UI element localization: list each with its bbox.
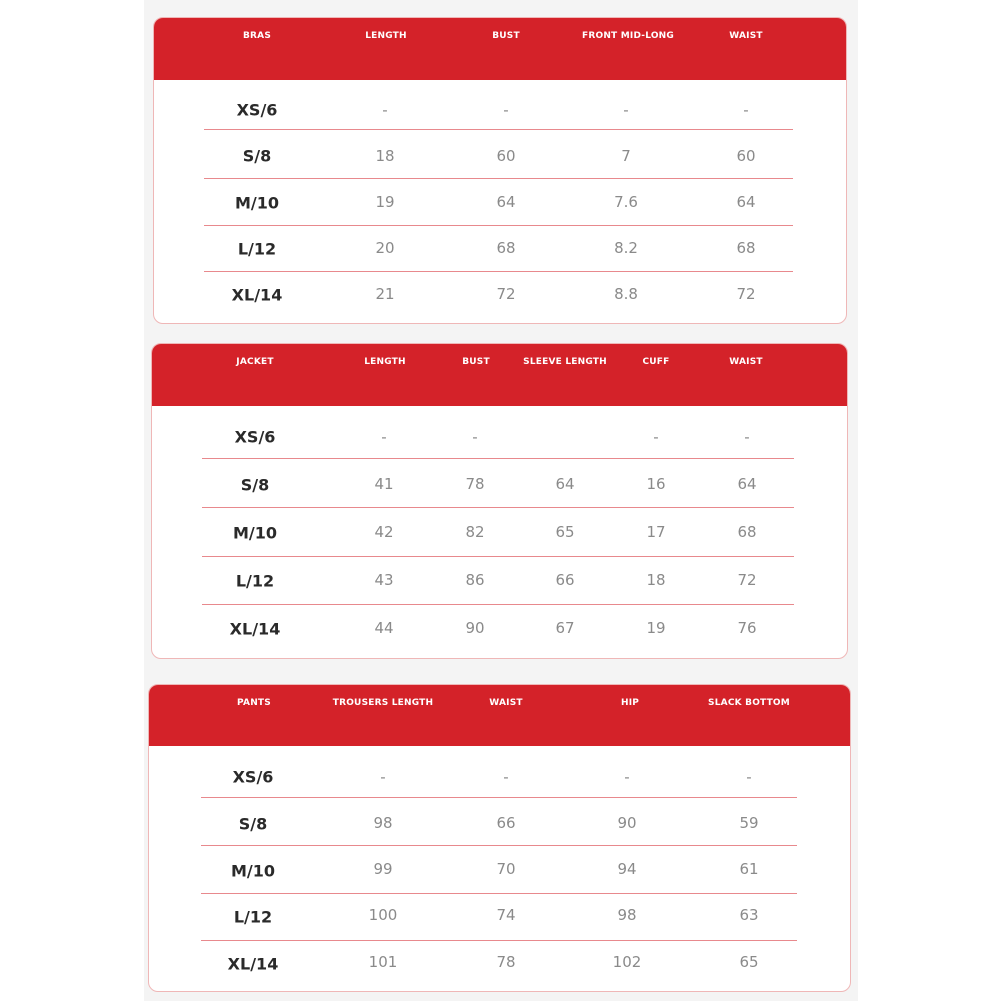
- size-label: M/10: [232, 523, 278, 543]
- bras-size-table: [153, 17, 847, 324]
- table-cell: 67: [555, 619, 575, 637]
- table-cell: 42: [374, 523, 394, 541]
- table-cell: 90: [617, 814, 637, 832]
- row-divider: [204, 271, 793, 272]
- size-label: L/12: [233, 907, 273, 927]
- table-cell: 7.6: [614, 193, 638, 211]
- table-cell: 16: [646, 475, 666, 493]
- table-cell: 60: [736, 147, 756, 165]
- table-cell: -: [382, 101, 388, 119]
- table-cell: 64: [737, 475, 757, 493]
- table-cell: 61: [739, 860, 759, 878]
- table-cell: 8.8: [614, 285, 638, 303]
- size-label: L/12: [237, 239, 277, 259]
- table-cell: 20: [375, 239, 395, 257]
- row-divider: [202, 458, 794, 459]
- header-cell: WAIST: [729, 357, 763, 367]
- size-label: XL/14: [229, 619, 281, 639]
- table-cell: -: [653, 428, 659, 446]
- table-cell: 64: [555, 475, 575, 493]
- row-divider: [201, 893, 797, 894]
- row-divider: [201, 797, 797, 798]
- pants-size-table: [148, 684, 851, 992]
- header-cell: PANTS: [237, 698, 271, 708]
- table-cell: 19: [375, 193, 395, 211]
- size-label: XL/14: [231, 285, 283, 305]
- header-cell: LENGTH: [365, 31, 407, 41]
- table-cell: 8.2: [614, 239, 638, 257]
- table-cell: 59: [739, 814, 759, 832]
- table-cell: 99: [373, 860, 393, 878]
- table-cell: 64: [736, 193, 756, 211]
- table-cell: 70: [496, 860, 516, 878]
- header-cell: WAIST: [489, 698, 523, 708]
- size-label: XL/14: [227, 954, 279, 974]
- table-cell: 78: [496, 953, 516, 971]
- table-cell: 94: [617, 860, 637, 878]
- table-cell: -: [503, 101, 509, 119]
- table-cell: 82: [465, 523, 485, 541]
- row-divider: [202, 556, 794, 557]
- pants-table-header: [149, 685, 850, 746]
- table-cell: 65: [739, 953, 759, 971]
- size-label: M/10: [230, 861, 276, 881]
- header-cell: BUST: [492, 31, 520, 41]
- table-cell: 43: [374, 571, 394, 589]
- table-cell: 17: [646, 523, 666, 541]
- row-divider: [201, 845, 797, 846]
- table-cell: -: [746, 768, 752, 786]
- table-cell: 18: [375, 147, 395, 165]
- table-cell: 21: [375, 285, 395, 303]
- table-cell: -: [623, 101, 629, 119]
- table-cell: 101: [368, 953, 398, 971]
- header-cell: SLACK BOTTOM: [708, 698, 790, 708]
- table-cell: 65: [555, 523, 575, 541]
- table-cell: -: [503, 768, 509, 786]
- row-divider: [204, 225, 793, 226]
- table-cell: 63: [739, 906, 759, 924]
- jacket-table-header: [152, 344, 847, 406]
- table-cell: -: [381, 428, 387, 446]
- table-cell: 60: [496, 147, 516, 165]
- table-cell: 64: [496, 193, 516, 211]
- table-cell: 68: [737, 523, 757, 541]
- row-divider: [202, 507, 794, 508]
- table-cell: 66: [496, 814, 516, 832]
- table-cell: -: [743, 101, 749, 119]
- table-cell: 78: [465, 475, 485, 493]
- table-cell: -: [624, 768, 630, 786]
- bras-table-header: [154, 18, 846, 80]
- table-cell: 72: [736, 285, 756, 303]
- header-cell: FRONT MID-LONG: [582, 31, 674, 41]
- row-divider: [201, 940, 797, 941]
- table-cell: -: [744, 428, 750, 446]
- table-cell: 98: [373, 814, 393, 832]
- table-cell: 7: [621, 147, 631, 165]
- size-label: S/8: [240, 475, 270, 495]
- table-cell: 86: [465, 571, 485, 589]
- row-divider: [204, 178, 793, 179]
- size-label: S/8: [242, 146, 272, 166]
- size-label: S/8: [238, 814, 268, 834]
- table-cell: 90: [465, 619, 485, 637]
- table-cell: 41: [374, 475, 394, 493]
- size-label: XS/6: [234, 427, 276, 447]
- header-cell: BUST: [462, 357, 490, 367]
- table-cell: -: [472, 428, 478, 446]
- header-cell: LENGTH: [364, 357, 406, 367]
- table-cell: 100: [368, 906, 398, 924]
- header-cell: TROUSERS LENGTH: [332, 698, 434, 708]
- table-cell: 19: [646, 619, 666, 637]
- table-cell: -: [380, 768, 386, 786]
- table-cell: 72: [737, 571, 757, 589]
- table-cell: 18: [646, 571, 666, 589]
- table-cell: 102: [612, 953, 642, 971]
- header-cell: CUFF: [642, 357, 670, 367]
- size-label: XS/6: [236, 100, 278, 120]
- header-cell: BRAS: [242, 31, 272, 41]
- jacket-size-table: [151, 343, 848, 659]
- size-label: M/10: [234, 193, 280, 213]
- size-label: L/12: [235, 571, 275, 591]
- table-cell: 68: [496, 239, 516, 257]
- header-cell: SLEEVE LENGTH: [523, 357, 607, 367]
- header-cell: HIP: [620, 698, 640, 708]
- table-cell: 76: [737, 619, 757, 637]
- row-divider: [202, 604, 794, 605]
- table-cell: 74: [496, 906, 516, 924]
- header-cell: JACKET: [236, 357, 274, 367]
- table-cell: 44: [374, 619, 394, 637]
- table-cell: 98: [617, 906, 637, 924]
- header-cell: WAIST: [729, 31, 763, 41]
- table-cell: 68: [736, 239, 756, 257]
- size-label: XS/6: [232, 767, 274, 787]
- table-cell: 66: [555, 571, 575, 589]
- table-cell: 72: [496, 285, 516, 303]
- row-divider: [204, 129, 793, 130]
